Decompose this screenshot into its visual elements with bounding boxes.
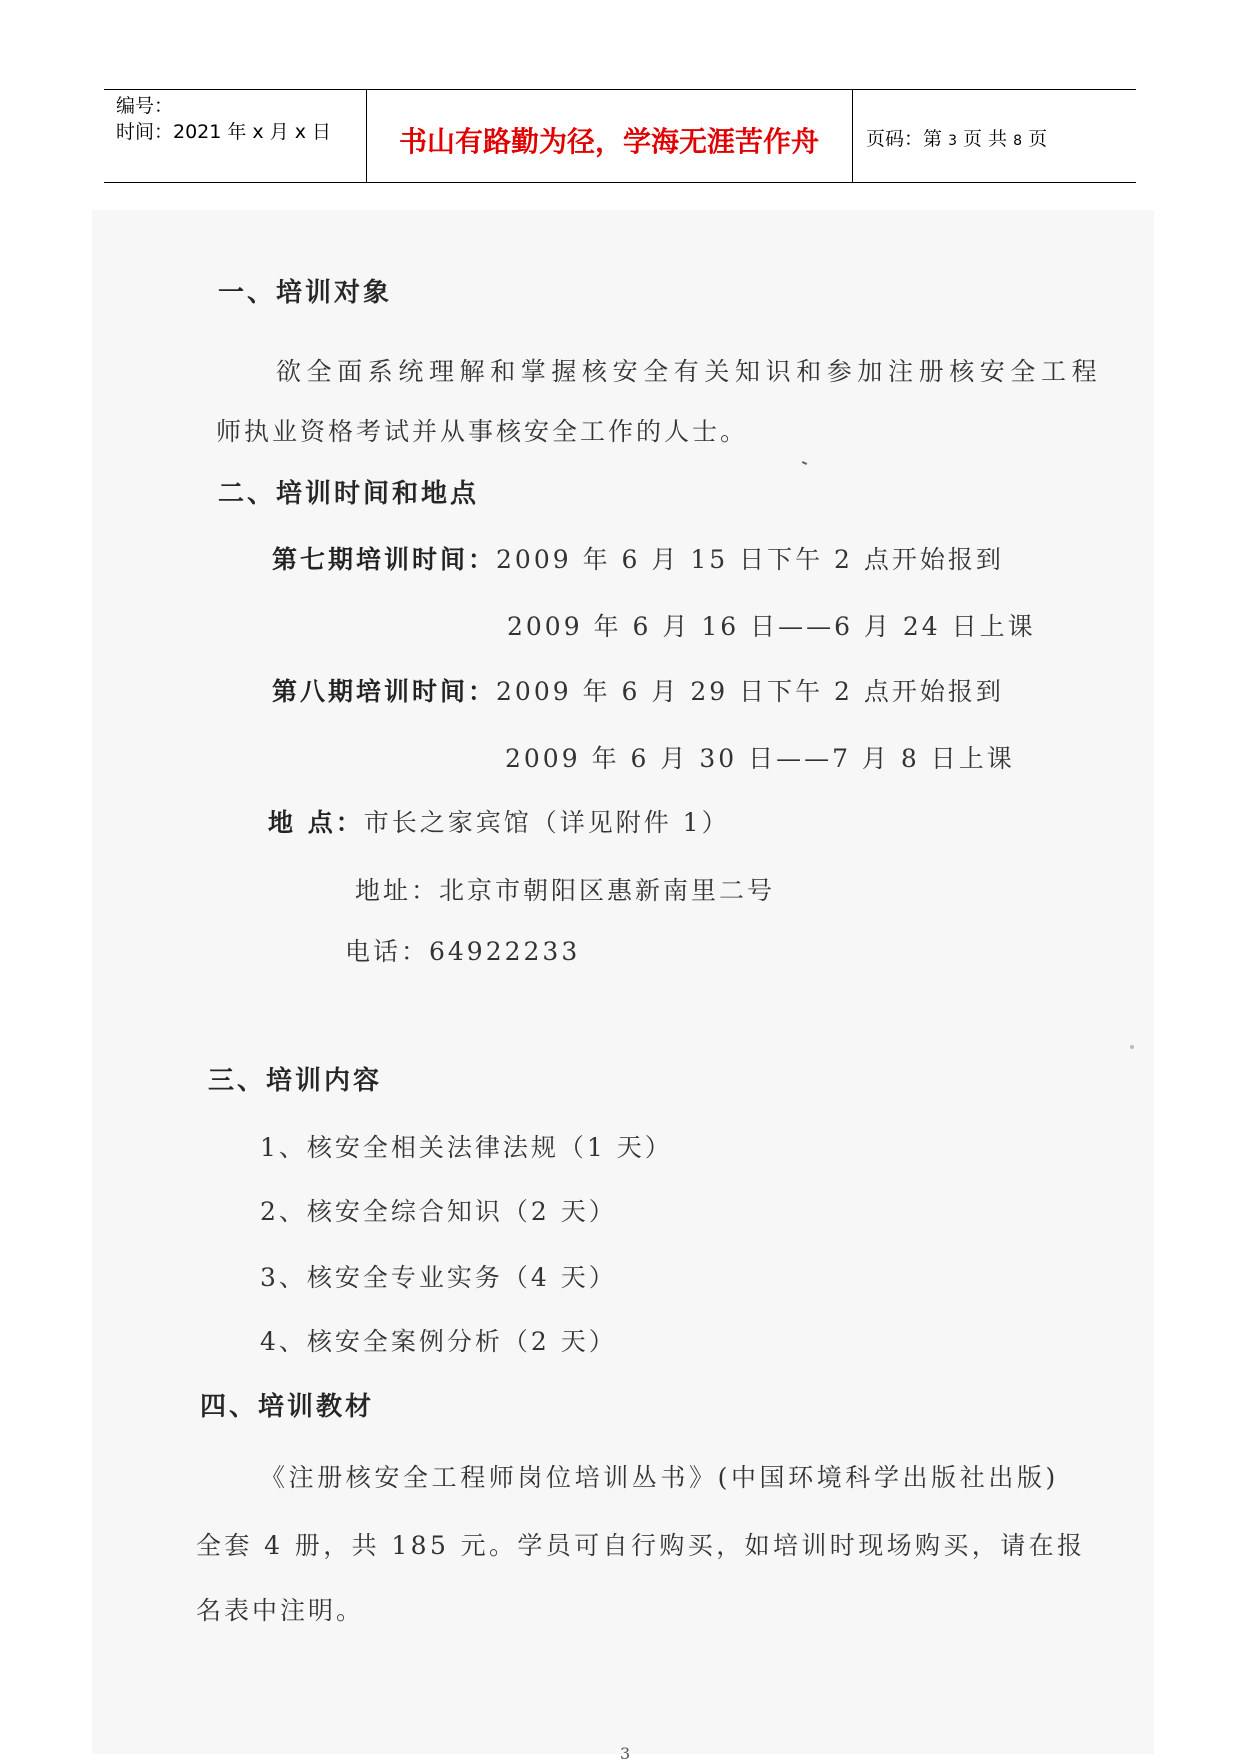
header-motto: 书山有路勤为径，学海无涯苦作舟 — [398, 125, 819, 158]
textbook-line1: 《注册核安全工程师岗位培训丛书》(中国环境科学出版社出版) — [260, 1463, 1059, 1492]
footer-page-number: 3 — [620, 1744, 631, 1763]
venue-address: 地址：北京市朝阳区惠新南里二号 — [355, 876, 776, 905]
period-7-line1: 2009 年 6 月 15 日下午 2 点开始报到 — [496, 545, 1004, 574]
period-7-line2: 2009 年 6 月 16 日——6 月 24 日上课 — [507, 612, 1036, 641]
page-total: 8 — [1013, 133, 1023, 149]
page-label-mid: 页 共 — [963, 128, 1008, 150]
place-row — [268, 803, 730, 839]
page-header — [104, 89, 1136, 183]
page-label-prefix: 页码：第 — [866, 128, 943, 150]
header-motto-cell — [366, 90, 853, 182]
period-7-row1 — [272, 540, 1004, 576]
page-label-suffix: 页 — [1028, 128, 1048, 150]
textbook-line2: 全套 4 册，共 185 元。学员可自行购买，如培训时现场购买，请在报 — [196, 1531, 1086, 1560]
period-8-row1 — [272, 672, 1004, 708]
header-number-label: 编号： — [116, 95, 174, 117]
textbook-line3: 名表中注明。 — [196, 1596, 365, 1625]
header-page-cell — [852, 90, 1136, 182]
header-meta-cell — [104, 90, 367, 182]
scan-speck-2 — [1130, 1045, 1134, 1049]
period-8-line2: 2009 年 6 月 30 日——7 月 8 日上课 — [505, 744, 1015, 773]
header-time-label: 时间：2021 年 x 月 x 日 — [116, 121, 332, 143]
section-4-title: 四、培训教材 — [200, 1392, 375, 1422]
period-7-label: 第七期培训时间： — [272, 545, 497, 574]
page-current: 3 — [948, 133, 957, 149]
period-8-label: 第八期培训时间： — [272, 677, 497, 706]
venue-phone: 电话：64922233 — [345, 937, 581, 966]
content-item-1: 1、核安全相关法律法规（1 天） — [260, 1133, 673, 1162]
section-2-title: 二、培训时间和地点 — [218, 479, 480, 509]
section-3-title: 三、培训内容 — [208, 1066, 383, 1096]
content-item-3: 3、核安全专业实务（4 天） — [260, 1263, 617, 1292]
header-page-info — [866, 124, 1047, 151]
place-value: 市长之家宾馆（详见附件 1） — [363, 808, 730, 837]
content-item-2: 2、核安全综合知识（2 天） — [260, 1197, 617, 1226]
section-1-para-line2: 师执业资格考试并从事核安全工作的人士。 — [216, 417, 749, 446]
section-1-para-line1: 欲全面系统理解和掌握核安全有关知识和参加注册核安全工程 — [276, 357, 1103, 386]
section-1-title: 一、培训对象 — [218, 278, 393, 308]
period-8-line1: 2009 年 6 月 29 日下午 2 点开始报到 — [496, 677, 1004, 706]
place-label: 地 点： — [268, 808, 364, 837]
content-item-4: 4、核安全案例分析（2 天） — [260, 1327, 617, 1356]
